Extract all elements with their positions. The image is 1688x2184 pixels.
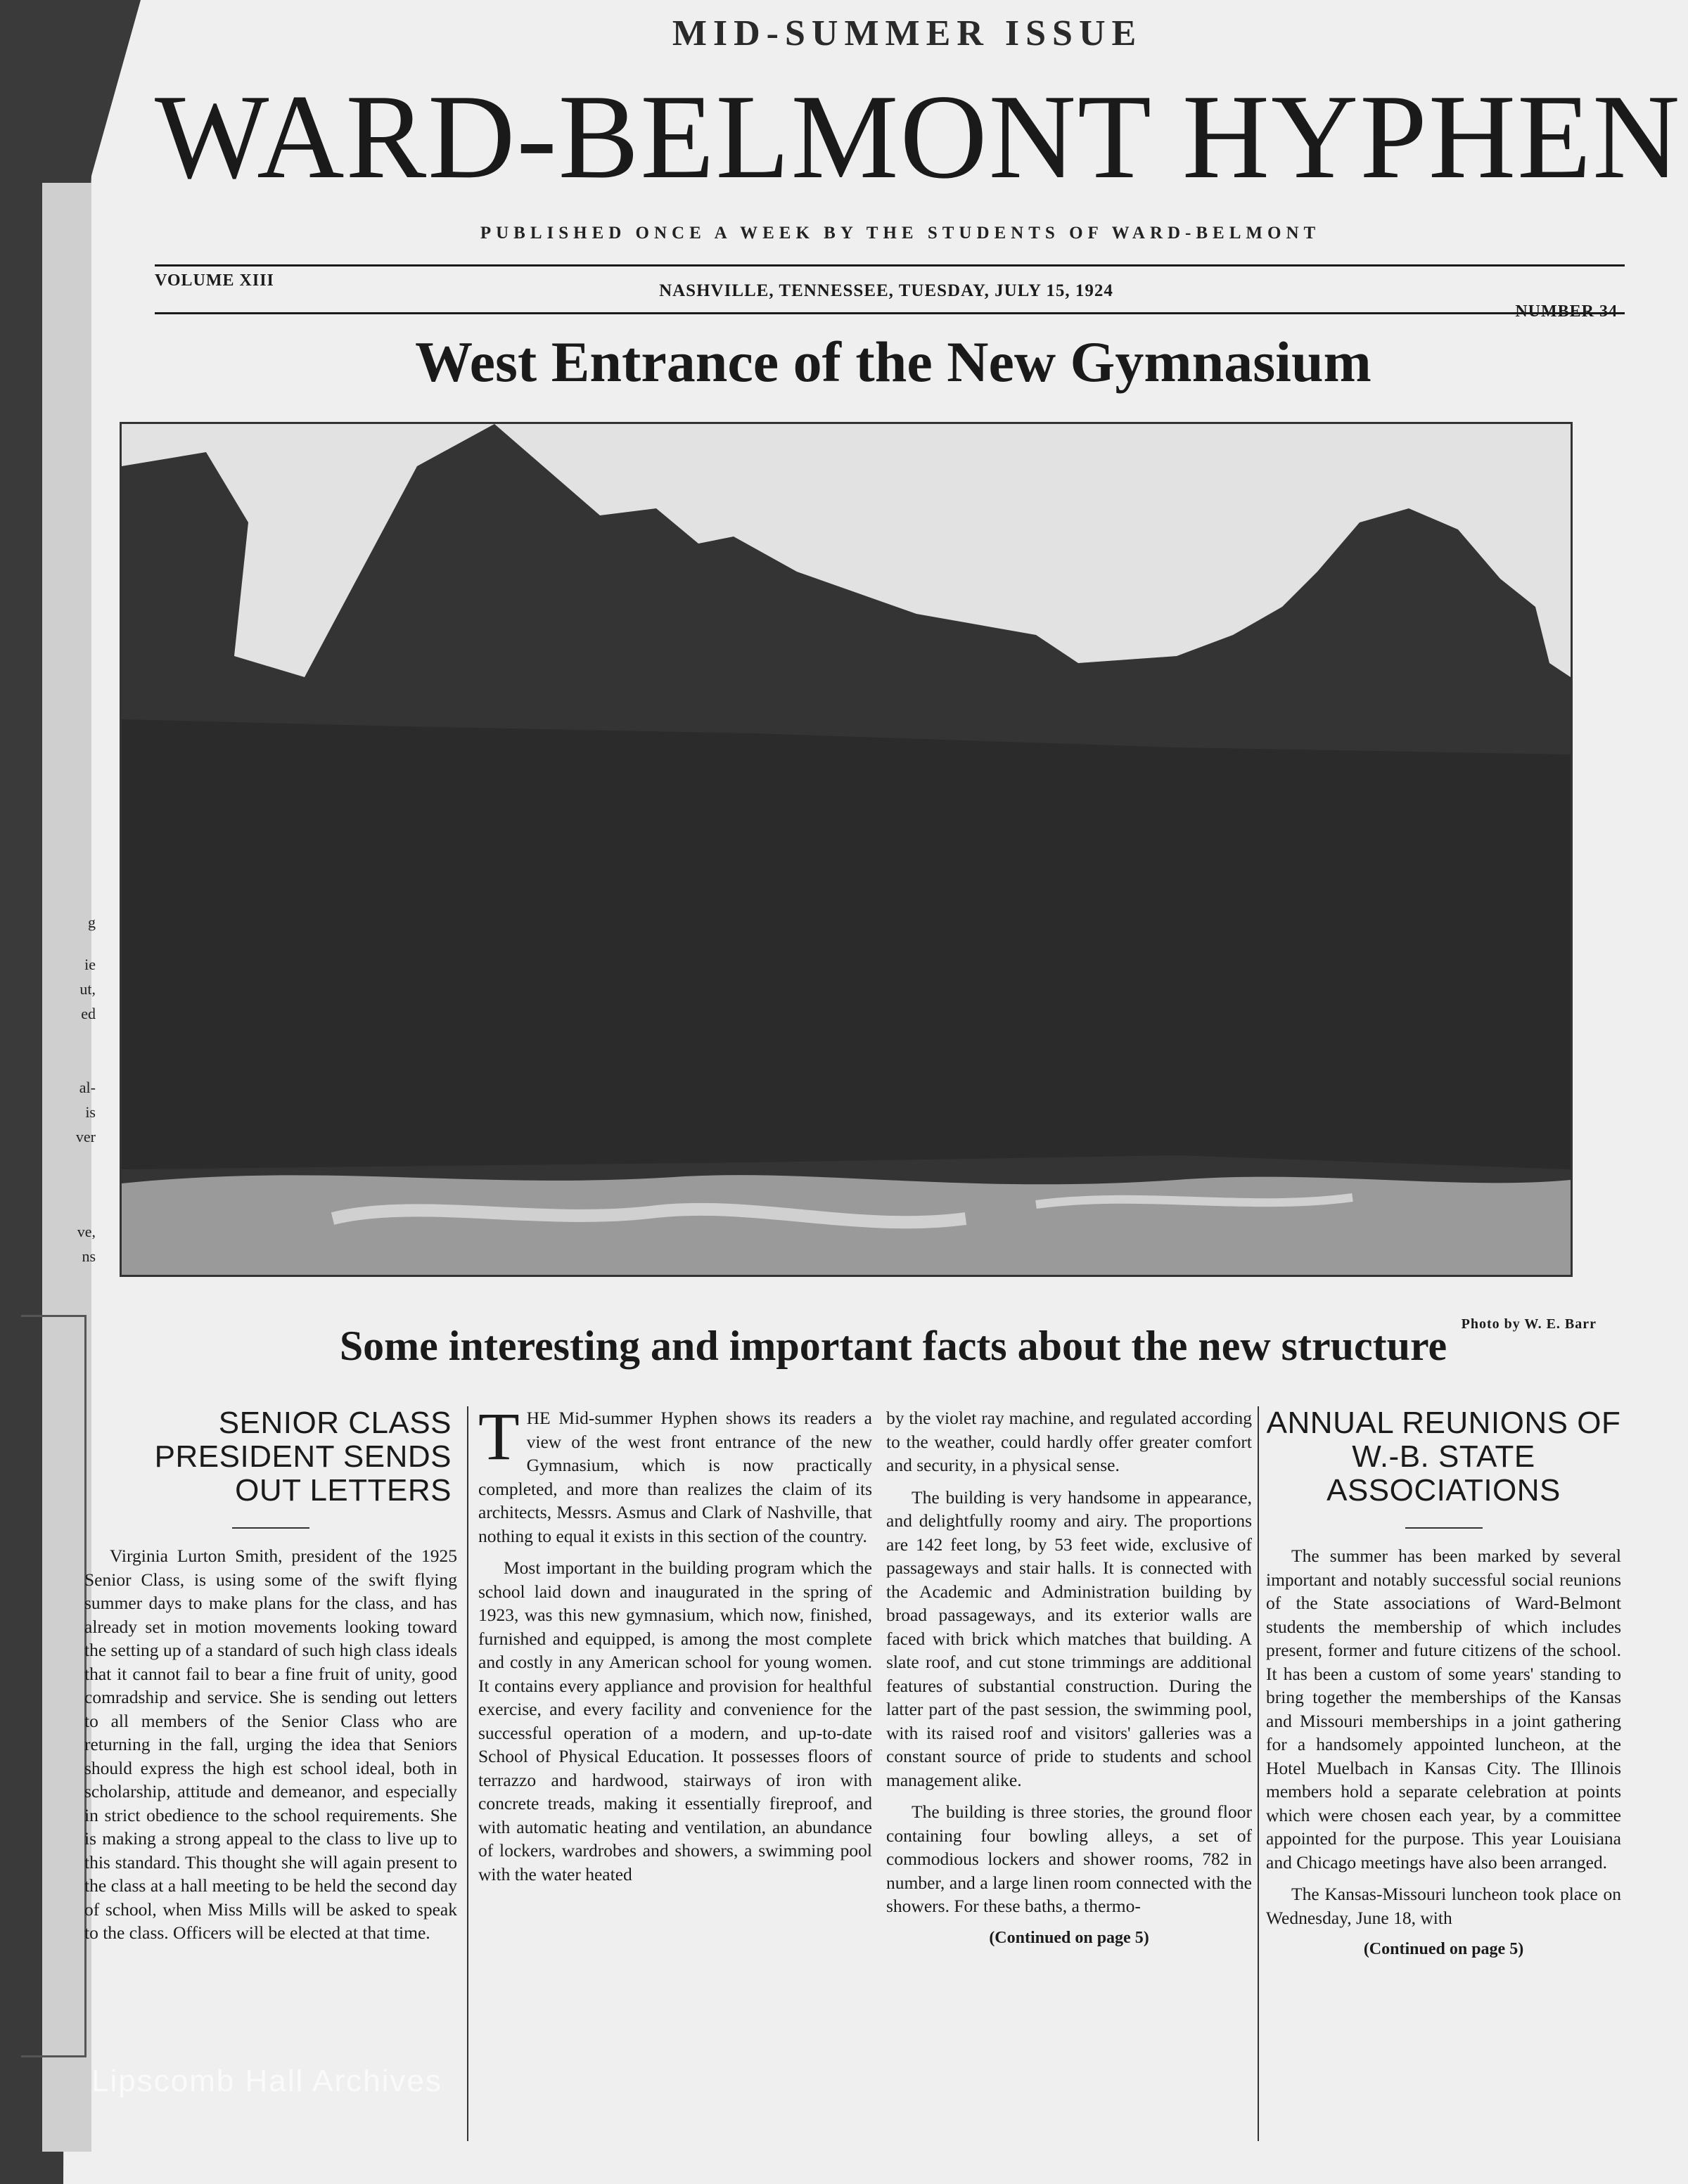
edge-fragment: ve, <box>77 1223 96 1240</box>
photo-credit: Photo by W. E. Barr <box>1461 1316 1597 1332</box>
reunions-article <box>1266 1406 1621 1970</box>
continued-notice: (Continued on page 5) <box>1363 1940 1524 1958</box>
senior-class-article <box>84 1406 457 1953</box>
newspaper-page <box>84 0 1682 2184</box>
senior-class-headline: SENIOR CLASS PRESIDENT SENDS OUT LETTERS <box>154 1406 452 1508</box>
archive-watermark: Lipscomb Hall Archives <box>91 2064 442 2098</box>
issue-label: MID-SUMMER ISSUE <box>672 13 1143 53</box>
masthead-title: WARD-BELMONT HYPHEN <box>155 70 1682 204</box>
edge-fragment: ut, <box>79 980 96 998</box>
edge-fragment: ed <box>81 1005 96 1022</box>
reunions-headline: ANNUAL REUNIONS OF W.-B. STATE ASSOCIATIONS <box>1266 1406 1621 1508</box>
published-line: PUBLISHED ONCE A WEEK BY THE STUDENTS OF WARD-BELMONT <box>480 224 1321 243</box>
gymnasium-paragraph-3: by the violet ray machine, and regulated according to the weather, could hardly offer greater comfort and security, in a physical sense. <box>886 1408 1252 1475</box>
masthead-rule-bottom <box>155 312 1625 314</box>
headline-divider <box>1405 1527 1483 1529</box>
gymnasium-paragraph-2: Most important in the building program which the school laid down and inaugurated in the spring of 1923, was this new gymnasium, which now, finished, furnished and equipped, is among the most complete and costly in any American school for young women. It contains every appliance and provision for healthful exercise, and every facility and convenience for the successful operation of a modern, and up-to-date School of Physical Education. It possesses floors of terrazzo and hardwood, stairways of iron with concrete treads, making it essentially fireproof, and with automatic heating and ventilation, an abundance of lockers, wardrobes and showers, a swimming pool with the water heated <box>478 1557 872 1884</box>
adjacent-page-box <box>21 1315 87 2057</box>
gymnasium-photo <box>120 422 1573 1277</box>
column-rule <box>467 1406 468 2141</box>
edge-fragment: ie <box>84 956 96 973</box>
volume-label: VOLUME XIII <box>155 271 274 290</box>
reunions-paragraph-1: The summer has been marked by several important and notably successful social reunions of the State associations of Ward-Belmont students the membership of which includes present, former and future citizens of the school. It has been a custom of some years' standing to bring together the memberships of the Kansas and Missouri memberships in a joint gathering for a handsomely appointed luncheon, at the Hotel Muelbach in Kansas City. The Illinois members hold a separate celebration at points which were chosen each year, by a committee appointed for the purpose. This year Louisiana and Chicago meetings have also been arranged. <box>1266 1546 1621 1873</box>
edge-fragment: is <box>85 1103 96 1121</box>
edge-fragment: g <box>88 913 96 931</box>
drop-cap: T <box>478 1399 520 1474</box>
gymnasium-paragraph-4: The building is very handsome in appearance, and delightfully roomy and airy. The proportions are 142 feet long, by 53 feet wide, exclusive of passageways and stair halls. It is connected with the Academic and Administration building by broad passageways, and its exterior walls are faced with brick which matches that building. A slate roof, and cut stone trimmings are additional features of substantial construction. During the latter part of the past session, the swimming pool, with its raised roof and visitors' galleries was a constant source of pride to students and school management alike. <box>886 1486 1252 1790</box>
senior-class-body: Virginia Lurton Smith, president of the 1925 Senior Class, is using some of the swift flying summer days to make plans for the class, and has already set in motion movements looking toward the setting up of a standard of such high class ideals that it cannot fail to bear a fine fruit of unity, good comradship and service. She is sending out letters to all members of the Senior Class who are returning in the fall, urging the idea that Seniors should express the high est school ideal, both in scholarship, attitude and demeanor, and especially in strict obedience to the school requirements. She is making a strong appeal to the class to live up to this standard. This thought she will again present to the class at a hall meeting to be held the second day of school, when Miss Mills will be asked to speak to the class. Officers will be elected at that time. <box>84 1546 457 1943</box>
edge-fragment: ver <box>75 1128 96 1145</box>
number-label: NUMBER 34 <box>1515 302 1618 321</box>
gymnasium-article-continued <box>886 1406 1252 1958</box>
reunions-paragraph-2: The Kansas-Missouri luncheon took place on Wednesday, June 18, with <box>1266 1884 1621 1928</box>
edge-fragment: al- <box>79 1079 96 1096</box>
gymnasium-paragraph-1: HE Mid-summer Hyphen shows its readers a view of the west front entrance of the new Gymnasium, which is now practically completed, and more than realizes the claim of its architects, Messrs. Asmus and Clark of Nashville, that nothing to equal it exists in this section of the country. <box>478 1408 872 1546</box>
masthead-rule-top <box>155 264 1625 266</box>
gymnasium-article <box>478 1399 872 1894</box>
continued-notice: (Continued on page 5) <box>989 1928 1149 1947</box>
gymnasium-photo-image <box>122 424 1571 1275</box>
edge-fragment: ns <box>82 1247 96 1265</box>
subheadline: Some interesting and important facts about the new structure <box>339 1323 1447 1369</box>
headline-divider <box>232 1527 309 1529</box>
dateline: NASHVILLE, TENNESSEE, TUESDAY, JULY 15, 1924 <box>659 281 1113 300</box>
photo-headline: West Entrance of the New Gymnasium <box>415 330 1372 394</box>
gymnasium-paragraph-5: The building is three stories, the ground floor containing four bowling alleys, a set of commodious lockers and shower rooms, 782 in number, and a large linen room connected with the showers. For these baths, a thermo- <box>886 1801 1252 1916</box>
column-rule <box>1258 1406 1259 2141</box>
